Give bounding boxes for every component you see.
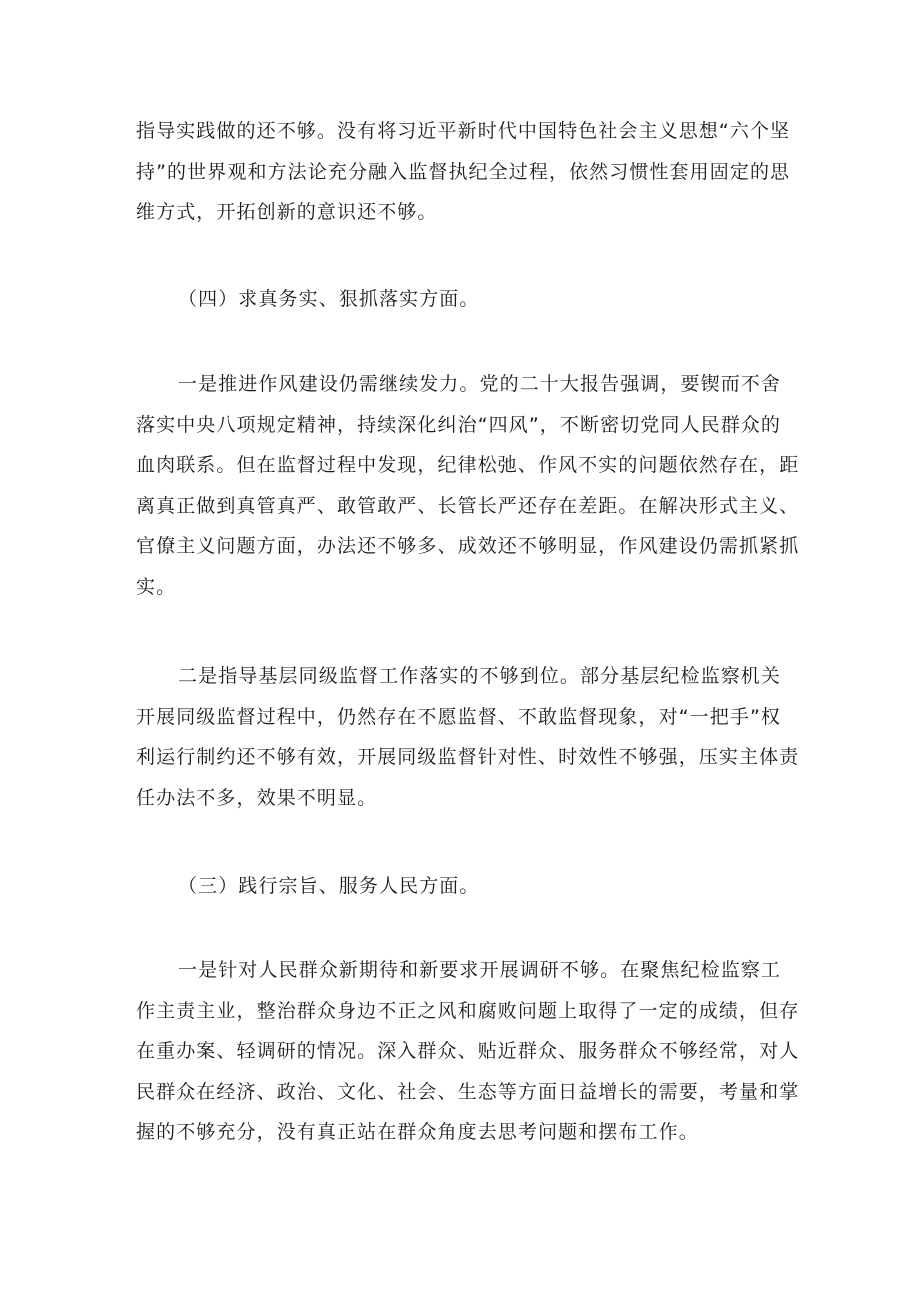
text-line: 作主责主业，整治群众身边不正之风和腐败问题上取得了一定的成绩，但存	[136, 999, 800, 1022]
text-line: 离真正做到真管真严、敢管敢严、长管长严还存在差距。在解决形式主义、	[136, 494, 800, 517]
paragraph-4	[136, 950, 800, 1153]
paragraph-1	[136, 111, 791, 233]
text-line: 持”的世界观和方法论充分融入监督执纪全过程，依然习惯性套用固定的思	[136, 160, 791, 183]
text-line: 任办法不多，效果不明显。	[136, 786, 378, 809]
paragraph-3	[136, 656, 800, 818]
text-line: 二是指导基层同级监督工作落实的不够到位。部分基层纪检监察机关	[178, 665, 782, 687]
text-line: 握的不够充分，没有真正站在群众角度去思考问题和摆布工作。	[136, 1121, 699, 1144]
text-line: 血肉联系。但在监督过程中发现，纪律松弛、作风不实的问题依然存在，距	[136, 454, 800, 477]
section-heading-4: （四）求真务实、狠抓落实方面。	[178, 288, 480, 310]
text-line: 利运行制约还不够有效，开展同级监督针对性、时效性不够强，压实主体责	[136, 746, 800, 769]
text-line: 实。	[136, 575, 177, 598]
text-line: 在重办案、轻调研的情况。深入群众、贴近群众、服务群众不够经常，对人	[136, 1040, 800, 1063]
text-line: 一是针对人民群众新期待和新要求开展调研不够。在聚焦纪检监察工	[178, 959, 782, 981]
text-line: 一是推进作风建设仍需继续发力。党的二十大报告强调，要锲而不舍	[178, 373, 782, 395]
text-line: 官僚主义问题方面，办法还不够多、成效还不够明显，作风建设仍需抓紧抓	[136, 535, 800, 558]
text-line: 维方式，开拓创新的意识还不够。	[136, 201, 438, 224]
text-line: 民群众在经济、政治、文化、社会、生态等方面日益增长的需要，考量和掌	[136, 1080, 800, 1103]
text-line: 开展同级监督过程中，仍然存在不愿监督、不敢监督现象，对“一把手”权	[136, 705, 781, 728]
section-heading-3: （三）践行宗旨、服务人民方面。	[178, 875, 480, 897]
text-line: 指导实践做的还不够。没有将习近平新时代中国特色社会主义思想“六个坚	[136, 120, 791, 142]
text-line: 落实中央八项规定精神，持续深化纠治“四风”，不断密切党同人民群众的	[136, 413, 781, 436]
paragraph-2	[136, 364, 800, 608]
